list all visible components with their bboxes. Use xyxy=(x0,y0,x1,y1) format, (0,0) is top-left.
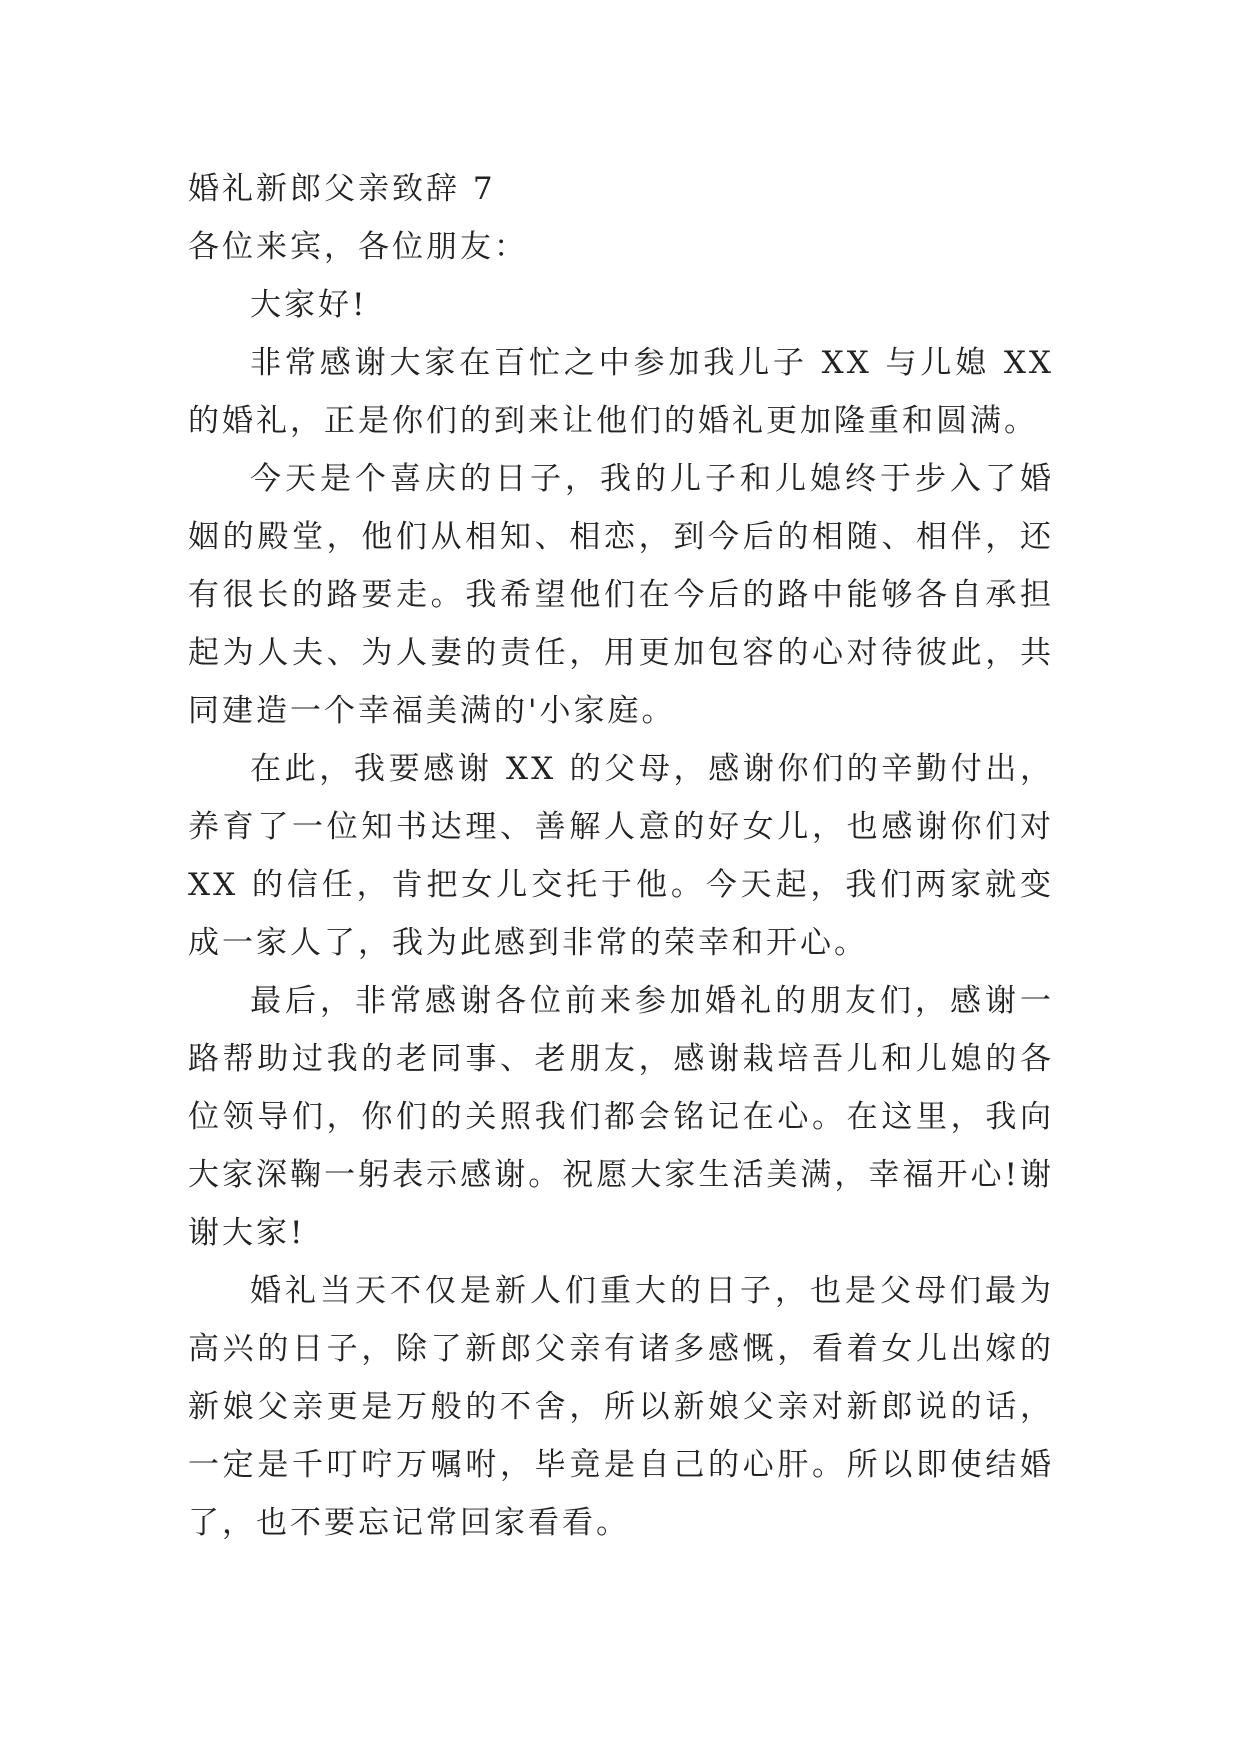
paragraph-closing: 最后，非常感谢各位前来参加婚礼的朋友们，感谢一路帮助过我的老同事、老朋友，感谢栽培吾儿和儿媳的各位领导们，你们的关照我们都会铭记在心。在这里，我向大家深鞠一躬表示感谢。祝愿大家生活美满，幸福开心!谢谢大家! xyxy=(188,983,1054,1251)
document-title: 婚礼新郎父亲致辞 7 xyxy=(188,171,496,207)
paragraph-greeting: 大家好! xyxy=(250,287,368,323)
paragraph-wishes: 今天是个喜庆的日子，我的儿子和儿媳终于步入了婚姻的殿堂，他们从相知、相恋，到今后的相随、相伴，还有很长的路要走。我希望他们在今后的路中能够各自承担起为人夫、为人妻的责任，用更加包容的心对待彼此，共同建造一个幸福美满的'小家庭。 xyxy=(188,461,1054,729)
paragraph-thanks: 非常感谢大家在百忙之中参加我儿子 XX 与儿媳 XX 的婚礼，正是你们的到来让他们的婚礼更加隆重和圆满。 xyxy=(188,345,1054,439)
document-body xyxy=(188,160,1054,1552)
paragraph-note: 婚礼当天不仅是新人们重大的日子，也是父母们最为高兴的日子，除了新郎父亲有诸多感慨，看着女儿出嫁的新娘父亲更是万般的不舍，所以新娘父亲对新郎说的话，一定是千叮咛万嘱咐，毕竟是自己的心肝。所以即使结婚了，也不要忘记常回家看看。 xyxy=(188,1273,1054,1541)
paragraph-thanks-parents: 在此，我要感谢 XX 的父母，感谢你们的辛勤付出，养育了一位知书达理、善解人意的好女儿，也感谢你们对 XX 的信任，肯把女儿交托于他。今天起，我们两家就变成一家人了，我为此感到非常的荣幸和开心。 xyxy=(188,751,1054,961)
salutation: 各位来宾，各位朋友： xyxy=(188,229,528,265)
